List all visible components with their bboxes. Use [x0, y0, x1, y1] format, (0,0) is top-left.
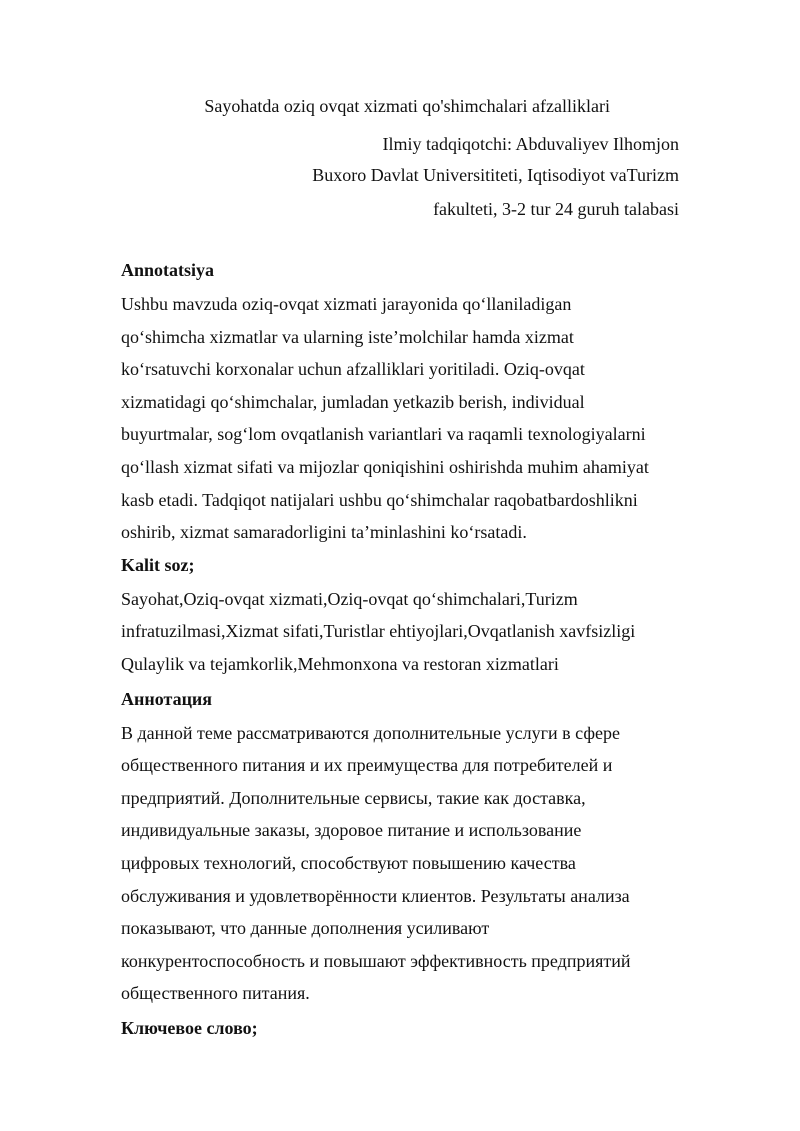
text-line: предприятий. Дополнительные сервисы, такие как доставка, — [121, 787, 586, 808]
document-title: Sayohatda oziq ovqat xizmati qo'shimchalari afzalliklari — [204, 96, 610, 116]
text-line: infratuzilmasi,Xizmat sifati,Turistlar ehtiyojlari,Ovqatlanish xavfsizligi — [121, 621, 636, 642]
text-line: kasb etadi. Tadqiqot natijalari ushbu qo‘shimchalar raqobatbardoshlikni — [121, 489, 638, 510]
document-body — [121, 258, 691, 1046]
affiliation-line-2: fakulteti, 3-2 tur 24 guruh talabasi — [433, 199, 679, 219]
keywords-uz-paragraph — [121, 583, 691, 681]
keywords-uz-heading: Kalit soz; — [121, 554, 195, 575]
text-line: buyurtmalar, sog‘lom ovqatlanish variantlari va raqamli texnologiyalarni — [121, 424, 646, 445]
text-line: общественного питания и их преимущества для потребителей и — [121, 755, 613, 776]
text-line: показывают, что данные дополнения усиливают — [121, 918, 490, 939]
annotation-uz-paragraph — [121, 288, 691, 549]
text-line: индивидуальные заказы, здоровое питание и использование — [121, 820, 582, 841]
text-line: В данной теме рассматриваются дополнительные услуги в сфере — [121, 722, 620, 743]
text-line: Sayohat,Oziq-ovqat xizmati,Oziq-ovqat qo‘shimchalari,Turizm — [121, 588, 578, 609]
text-line: общественного питания. — [121, 983, 310, 1004]
text-line: цифровых технологий, способствуют повышению качества — [121, 852, 576, 873]
text-line: oshirib, xizmat samaradorligini ta’minlashini ko‘rsatadi. — [121, 522, 527, 543]
text-line: обслуживания и удовлетворённости клиентов. Результаты анализа — [121, 885, 630, 906]
text-line: xizmatidagi qo‘shimchalar, jumladan yetkazib berish, individual — [121, 391, 585, 412]
text-line: qo‘shimcha xizmatlar va ularning iste’molchilar hamda xizmat — [121, 326, 574, 347]
text-line: Qulaylik va tejamkorlik,Mehmonxona va restoran xizmatlari — [121, 653, 559, 674]
author-line: Ilmiy tadqiqotchi: Abduvaliyev Ilhomjon — [382, 134, 679, 154]
keywords-ru-heading: Ключевое слово; — [121, 1017, 258, 1038]
affiliation-line-1: Buxoro Davlat Universititeti, Iqtisodiyot vaTurizm — [312, 165, 679, 185]
annotation-ru-heading: Аннотация — [121, 688, 213, 709]
text-line: qo‘llash xizmat sifati va mijozlar qoniqishini oshirishda muhim ahamiyat — [121, 456, 649, 477]
text-line: ko‘rsatuvchi korxonalar uchun afzalliklari yoritiladi. Oziq-ovqat — [121, 359, 585, 380]
text-line: конкурентоспособность и повышают эффективность предприятий — [121, 950, 631, 971]
annotation-uz-heading: Annotatsiya — [121, 260, 215, 280]
text-line: Ushbu mavzuda oziq-ovqat xizmati jarayonida qo‘llaniladigan — [121, 294, 572, 314]
annotation-ru-paragraph — [121, 717, 691, 1010]
